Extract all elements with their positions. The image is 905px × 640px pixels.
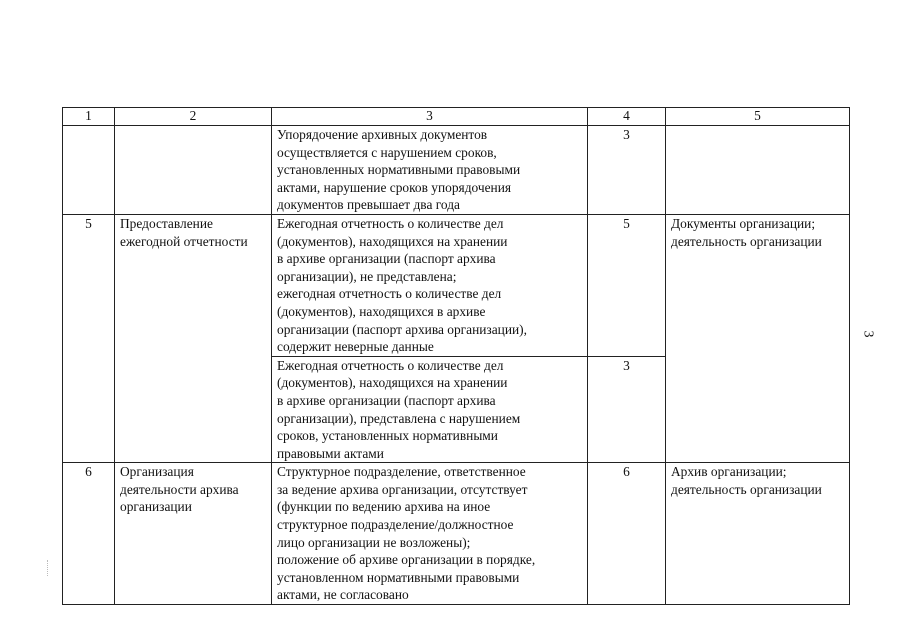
violation-cell: Ежегодная отчетность о количестве дел (документов), находящихся на хранении в архиве организации (паспорт архива организации), не представлена; ежегодная отчетность о количестве дел (документов), находящихся в архиве организации (паспорт архива организации), содержит неверные данные <box>272 214 588 356</box>
objects-cell: Архив организации; деятельность организации <box>666 463 850 605</box>
objects-cell: Документы организации; деятельность организации <box>666 214 850 462</box>
table-row <box>63 126 850 215</box>
column-header: 1 <box>63 108 115 126</box>
column-header: 5 <box>666 108 850 126</box>
score-cell: 3 <box>588 126 666 215</box>
table-row <box>63 463 850 605</box>
column-header: 3 <box>272 108 588 126</box>
row-number-cell <box>63 126 115 215</box>
criterion-name-cell: Организация деятельности архива организации <box>115 463 272 605</box>
criteria-table <box>62 107 850 605</box>
table-row <box>63 214 850 356</box>
table-header-row <box>63 108 850 126</box>
criterion-name-cell: Предоставление ежегодной отчетности <box>115 214 272 462</box>
objects-cell <box>666 126 850 215</box>
violation-cell: Упорядочение архивных документов осуществляется с нарушением сроков, установленных нормативными правовыми актами, нарушение сроков упорядочения документов превышает два года <box>272 126 588 215</box>
criterion-name-cell <box>115 126 272 215</box>
score-cell: 5 <box>588 214 666 356</box>
score-cell: 6 <box>588 463 666 605</box>
violation-cell: Структурное подразделение, ответственное за ведение архива организации, отсутствует (функции по ведению архива на иное структурное подразделение/должностное лицо организации не возложены); положение об архиве организации в порядке, установленном нормативными правовыми актами, не согласовано <box>272 463 588 605</box>
violation-cell: Ежегодная отчетность о количестве дел (документов), находящихся на хранении в архиве организации (паспорт архива организации), представлена с нарушением сроков, установленных нормативными правовыми актами <box>272 356 588 463</box>
row-number-cell: 5 <box>63 214 115 462</box>
column-header: 4 <box>588 108 666 126</box>
scan-artifact <box>47 560 49 576</box>
row-number-cell: 6 <box>63 463 115 605</box>
score-cell: 3 <box>588 356 666 463</box>
column-header: 2 <box>115 108 272 126</box>
page-number: 3 <box>860 330 876 338</box>
